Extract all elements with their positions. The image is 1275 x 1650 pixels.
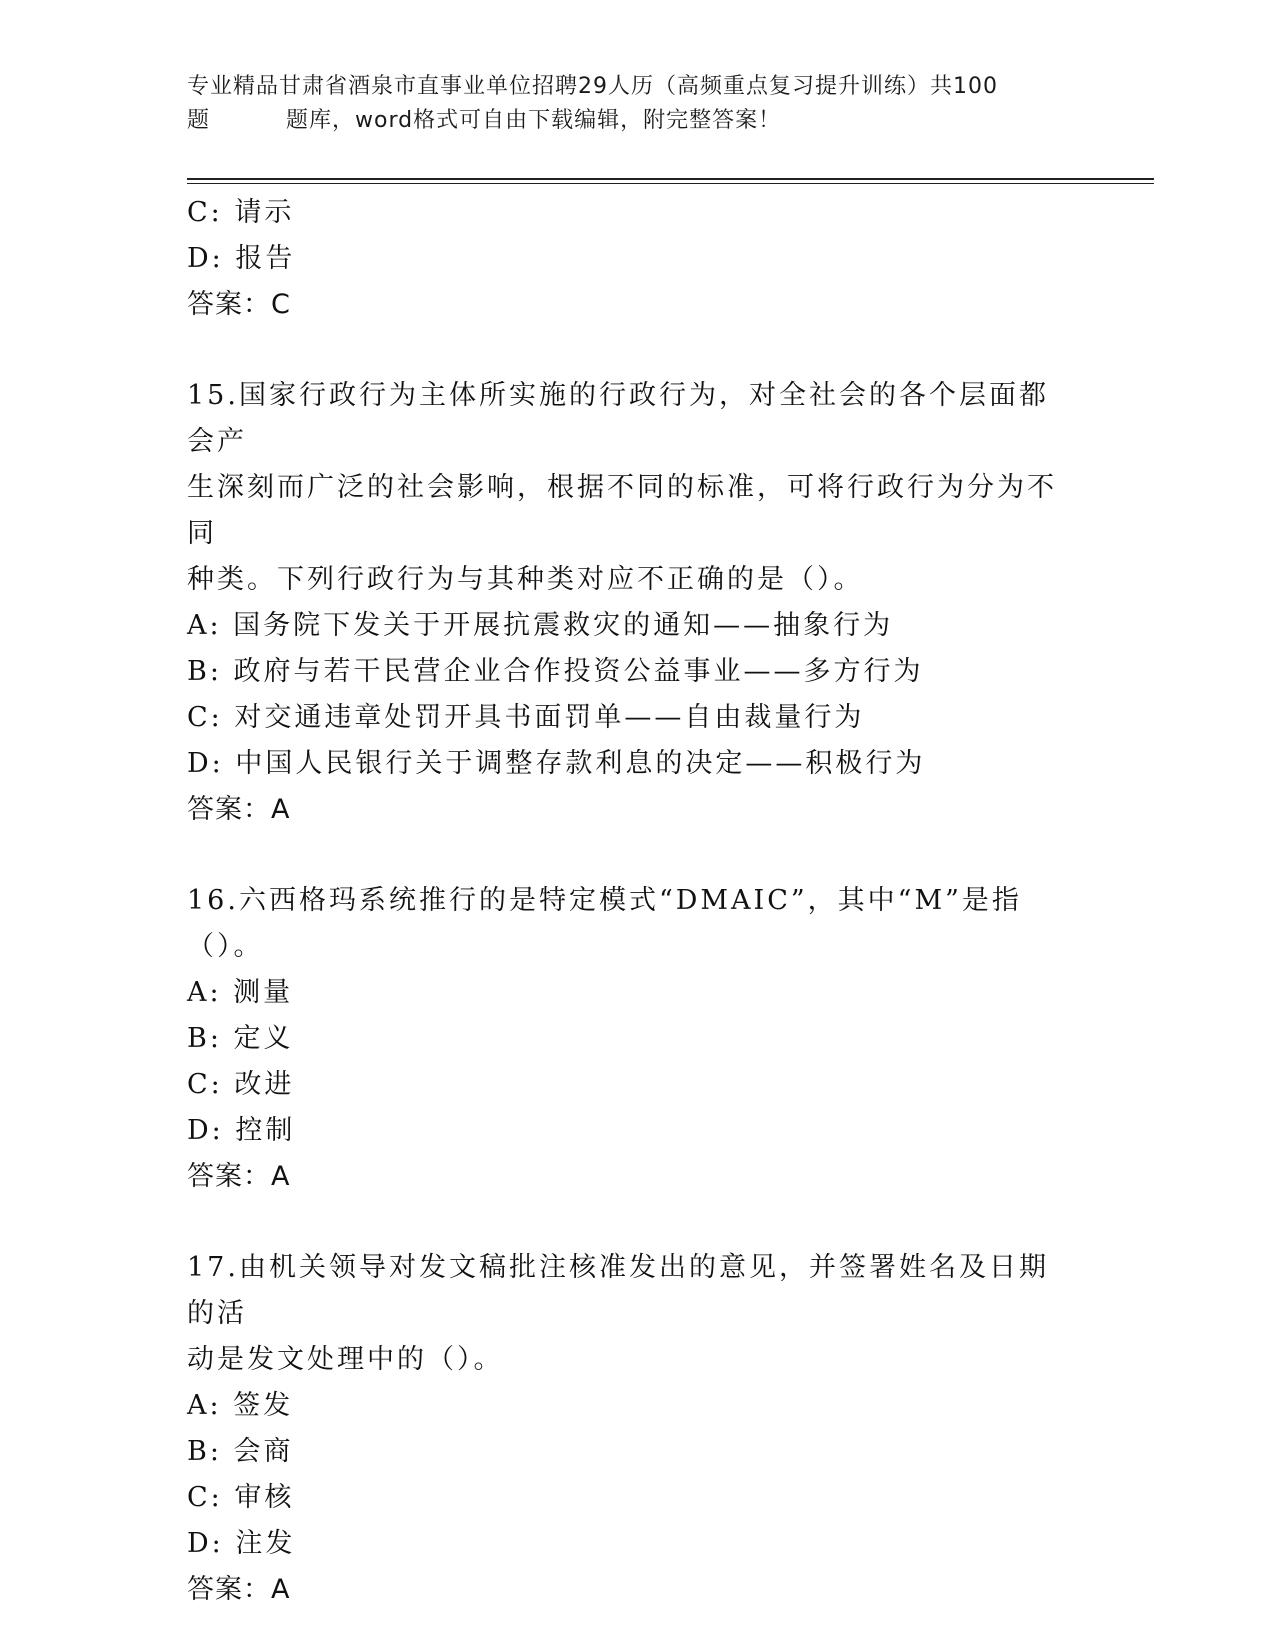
option-b: B: 定义 — [187, 1023, 294, 1054]
answer-line: 答案：A — [187, 794, 291, 825]
option-d: D: 报告 — [187, 243, 296, 274]
option-a: A: 测量 — [187, 977, 294, 1008]
question-stem-line: 种类。下列行政行为与其种类对应不正确的是（）。 — [187, 564, 864, 595]
question-stem-line: 动是发文处理中的（）。 — [187, 1344, 504, 1375]
spacer — [187, 833, 1087, 878]
header-divider-thin — [187, 183, 1154, 184]
page-header — [187, 70, 1087, 138]
option-c: C: 请示 — [187, 197, 295, 228]
header-line-2-head: 题 — [187, 108, 211, 133]
option-b: B: 会商 — [187, 1436, 294, 1467]
question-15 — [187, 373, 1087, 833]
question-16 — [187, 878, 1087, 1200]
option-d: D: 注发 — [187, 1528, 296, 1559]
spacer — [187, 1200, 1087, 1245]
header-line-2 — [187, 104, 1087, 138]
question-stem-line: 17.由机关领导对发文稿批注核准发出的意见，并签署姓名及日期的活 — [187, 1252, 1049, 1329]
question-stem-line: 生深刻而广泛的社会影响，根据不同的标准，可将行政行为分为不同 — [187, 472, 1057, 549]
header-line-1: 专业精品甘肃省酒泉市直事业单位招聘29人历（高频重点复习提升训练）共100 — [187, 74, 998, 99]
question-stem-line: 16.六西格玛系统推行的是特定模式“DMAIC”，其中“M”是指（）。 — [187, 885, 1022, 962]
option-b: B: 政府与若干民营企业合作投资公益事业——多方行为 — [187, 656, 924, 687]
question-17 — [187, 1245, 1087, 1613]
header-divider-thick — [187, 178, 1154, 180]
answer-line: 答案：A — [187, 1161, 291, 1192]
option-c: C: 改进 — [187, 1069, 295, 1100]
option-a: A: 签发 — [187, 1390, 294, 1421]
option-c: C: 对交通违章处罚开具书面罚单——自由裁量行为 — [187, 702, 865, 733]
header-line-2-tail: 题库，word格式可自由下载编辑，附完整答案！ — [286, 108, 782, 133]
option-c: C: 审核 — [187, 1482, 295, 1513]
answer-line: 答案：A — [187, 1574, 291, 1605]
option-d: D: 中国人民银行关于调整存款利息的决定——积极行为 — [187, 748, 926, 779]
option-a: A: 国务院下发关于开展抗震救灾的通知——抽象行为 — [187, 610, 894, 641]
question-14-continuation — [187, 190, 1087, 328]
option-d: D: 控制 — [187, 1115, 296, 1146]
question-stem-line: 15.国家行政行为主体所实施的行政行为，对全社会的各个层面都会产 — [187, 380, 1049, 457]
answer-line: 答案：C — [187, 289, 291, 320]
question-content — [187, 190, 1087, 1613]
spacer — [187, 328, 1087, 373]
